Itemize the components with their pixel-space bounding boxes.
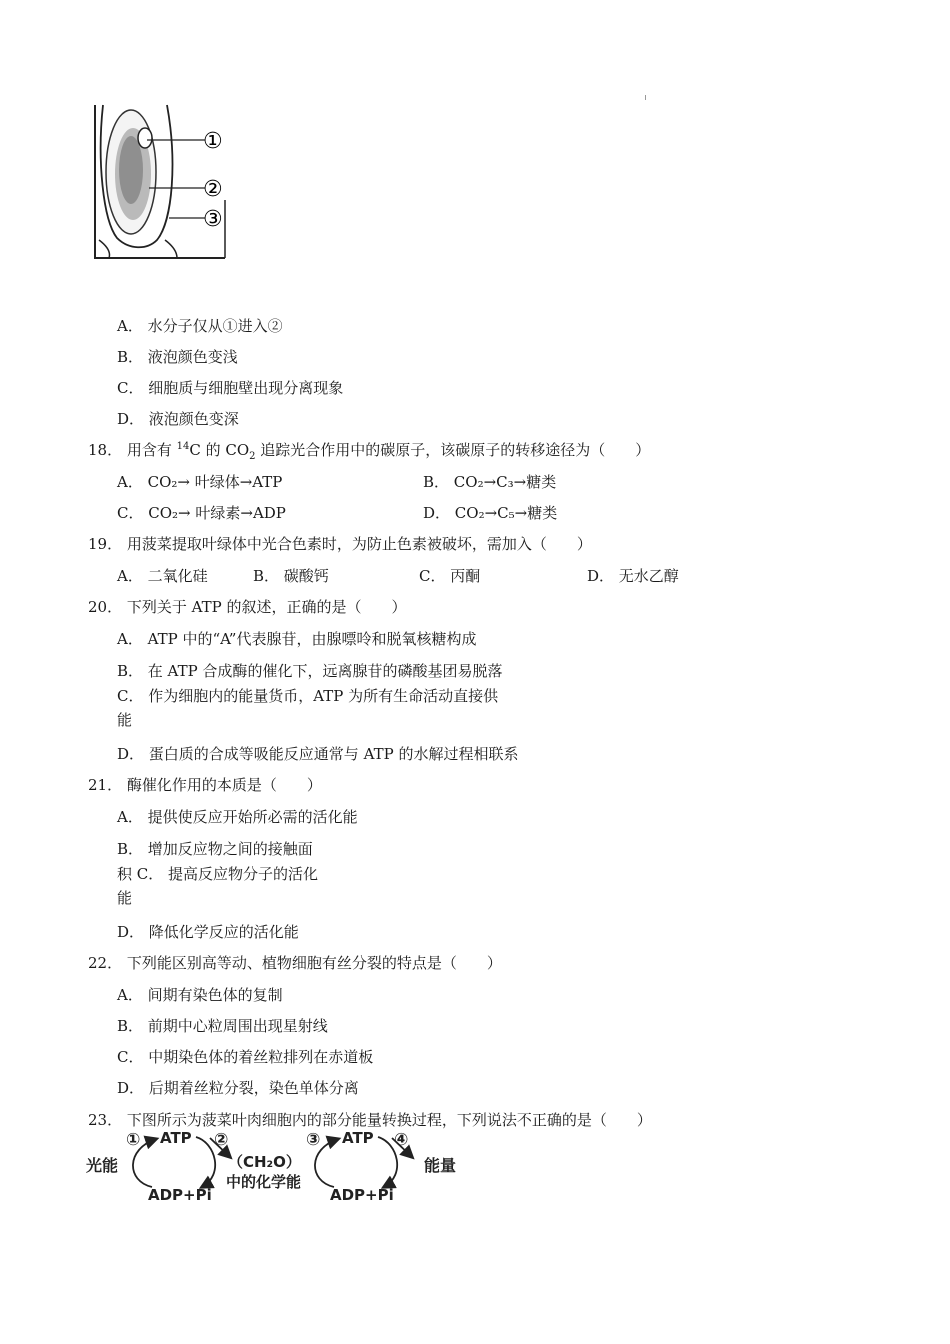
q18-option-c: C． CO₂→ 叶绿素→ADP: [117, 504, 286, 522]
q18-option-a: A． CO₂→ 叶绿体→ATP: [117, 473, 283, 491]
q20-option-c-cont: 能: [117, 711, 133, 729]
q19-option-c: C． 丙酮: [419, 567, 481, 585]
q22-option-d: D． 后期着丝粒分裂，染色单体分离: [117, 1079, 359, 1097]
adp-label-1: ADP+Pi: [148, 1186, 212, 1204]
q20-option-a: A． ATP 中的“A”代表腺苷，由腺嘌呤和脱氧核糖构成: [117, 630, 477, 648]
q17-option-a: A． 水分子仅从①进入②: [117, 317, 283, 335]
q23-stem: 23． 下图所示为菠菜叶肉细胞内的部分能量转换过程，下列说法不正确的是（ ）: [88, 1111, 652, 1129]
label-1: ①: [203, 129, 223, 154]
light-energy-label: 光能: [86, 1156, 119, 1175]
atp-label-2: ATP: [342, 1129, 374, 1147]
q22-option-a: A． 间期有染色体的复制: [117, 986, 283, 1004]
q17-option-b: B． 液泡颜色变浅: [117, 348, 238, 366]
q20-option-d: D． 蛋白质的合成等吸能反应通常与 ATP 的水解过程相联系: [117, 745, 519, 763]
q19-stem: 19． 用菠菜提取叶绿体中光合色素时，为防止色素被破坏，需加入（ ）: [88, 535, 592, 553]
label-2: ②: [203, 177, 223, 202]
q21-option-c-cont: 能: [117, 889, 133, 907]
adp-label-2: ADP+Pi: [330, 1186, 394, 1204]
q18-option-d: D． CO₂→C₅→糖类: [423, 504, 558, 522]
q20-option-c: C． 作为细胞内的能量货币，ATP 为所有生命活动直接供: [117, 687, 499, 705]
q21-option-a: A． 提供使反应开始所必需的活化能: [117, 808, 358, 826]
q21-option-b: B． 增加反应物之间的接触面: [117, 840, 313, 858]
circle-1: ①: [126, 1130, 141, 1150]
q20-option-b: B． 在 ATP 合成酶的催化下，远离腺苷的磷酸基团易脱落: [117, 662, 503, 680]
circle-2: ②: [214, 1130, 229, 1150]
q17-option-c: C． 细胞质与细胞壁出现分离现象: [117, 379, 344, 397]
q20-stem: 20． 下列关于 ATP 的叙述，正确的是（ ）: [88, 598, 407, 616]
q18-option-b: B． CO₂→C₃→糖类: [423, 473, 557, 491]
page-mark: [645, 95, 646, 100]
q21-stem: 21． 酶催化作用的本质是（ ）: [88, 776, 322, 794]
q19-option-b: B． 碳酸钙: [253, 567, 329, 585]
q19-option-d: D． 无水乙醇: [587, 567, 679, 585]
plant-cell-figure: [85, 100, 325, 270]
q21-option-c: 积 C． 提高反应物分子的活化: [117, 865, 319, 883]
q22-option-b: B． 前期中心粒周围出现星射线: [117, 1017, 328, 1035]
q21-option-d: D． 降低化学反应的活化能: [117, 923, 299, 941]
q22-option-c: C． 中期染色体的着丝粒排列在赤道板: [117, 1048, 374, 1066]
q18-stem: 18． 用含有 $^{14}$C 的 $CO_2$ 追踪光合作用中的碳原子，该碳原子的转移途径为（ ）: [88, 441, 651, 462]
circle-3: ③: [306, 1130, 321, 1150]
energy-conversion-figure: [82, 1125, 482, 1205]
chemical-energy-label: 中的化学能: [226, 1173, 302, 1191]
label-3: ③: [203, 207, 223, 232]
atp-label-1: ATP: [160, 1129, 192, 1147]
q19-option-a: A． 二氧化硅: [117, 567, 208, 585]
energy-label: 能量: [424, 1156, 457, 1175]
ch2o-label: （CH₂O）: [228, 1153, 301, 1171]
q22-stem: 22． 下列能区别高等动、植物细胞有丝分裂的特点是（ ）: [88, 954, 502, 972]
q17-option-d: D． 液泡颜色变深: [117, 410, 239, 428]
circle-4: ④: [394, 1130, 409, 1150]
